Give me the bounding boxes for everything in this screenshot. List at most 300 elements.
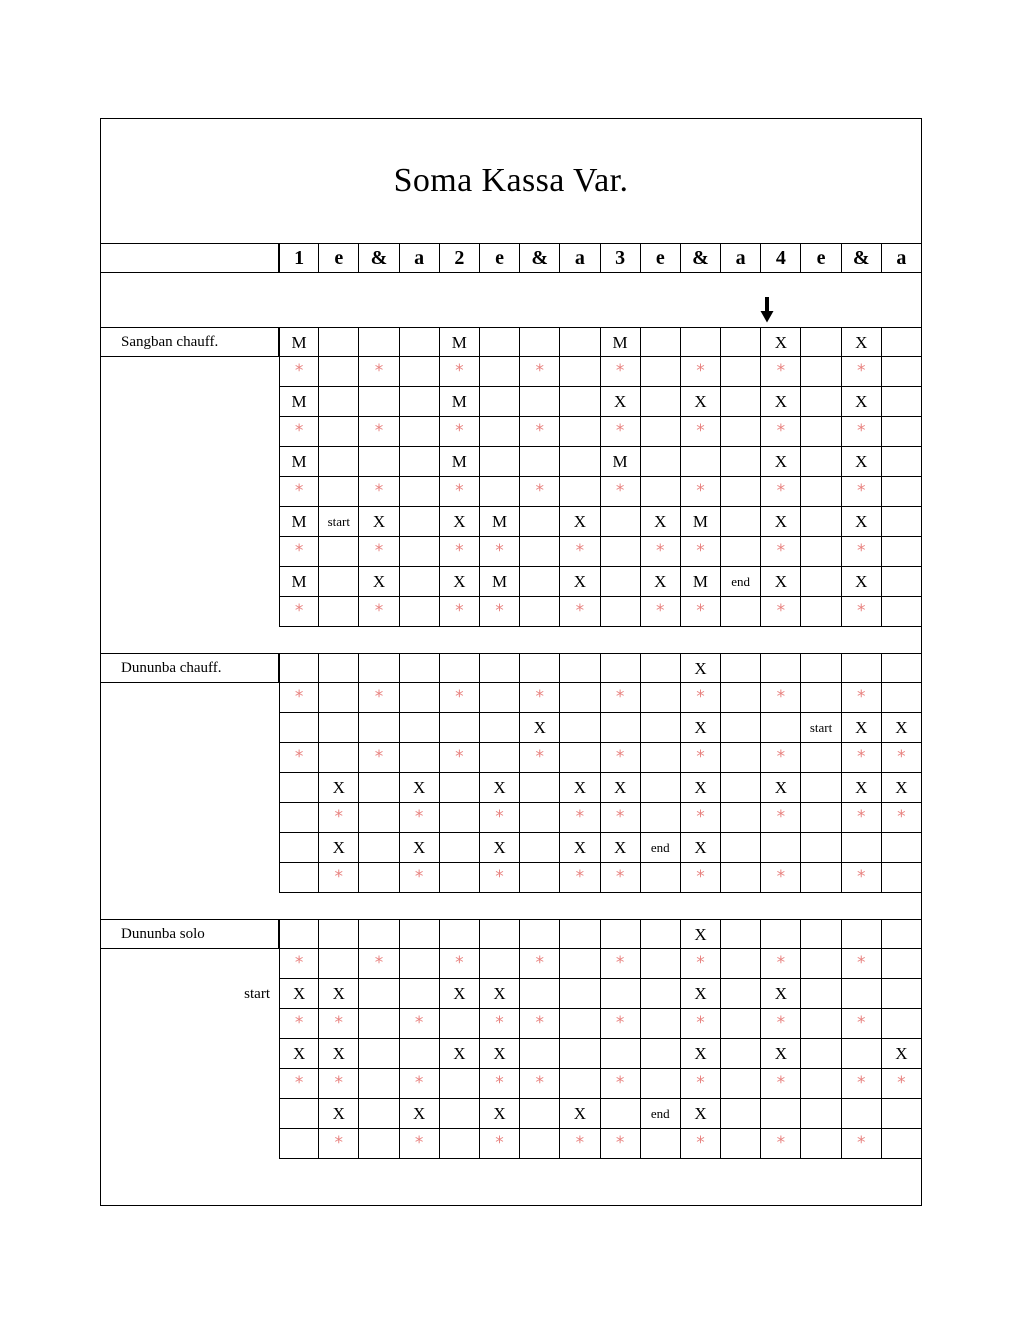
empty-cell (520, 1099, 560, 1129)
table-row (101, 387, 921, 417)
table-row (101, 537, 921, 567)
table-row (101, 683, 921, 713)
stroke-cell-x: X (681, 653, 721, 683)
table-row (101, 327, 921, 357)
count-header-cell-&: & (681, 243, 721, 273)
sections-host (101, 327, 921, 1189)
empty-cell (400, 507, 440, 537)
stroke-cell-x: X (560, 833, 600, 863)
pulse-mark-cell: * (882, 1069, 922, 1099)
empty-cell (721, 863, 761, 893)
pulse-mark-cell: * (842, 357, 882, 387)
empty-cell (801, 1129, 841, 1159)
empty-cell (279, 1129, 319, 1159)
count-header-cell-a: a (882, 243, 922, 273)
section-dununba-solo (101, 919, 921, 1159)
empty-cell (641, 713, 681, 743)
count-header-cell-3: 3 (601, 243, 641, 273)
empty-cell (801, 743, 841, 773)
pulse-mark-cell: * (842, 949, 882, 979)
section-spacer (101, 893, 921, 919)
empty-cell (641, 863, 681, 893)
pulse-mark-cell: * (359, 357, 399, 387)
empty-cell (359, 833, 399, 863)
empty-cell (761, 833, 801, 863)
pulse-mark-cell: * (480, 1129, 520, 1159)
stroke-cell-m: M (480, 507, 520, 537)
stroke-cell-x: X (520, 713, 560, 743)
stroke-cell-x: X (601, 387, 641, 417)
down-arrow-icon (760, 297, 774, 323)
pulse-mark-cell: * (359, 477, 399, 507)
pulse-mark-cell: * (681, 537, 721, 567)
stroke-cell-x: X (681, 833, 721, 863)
stroke-cell-x: X (882, 713, 922, 743)
empty-cell (359, 387, 399, 417)
pulse-mark-cell: * (279, 1069, 319, 1099)
row-label (101, 713, 279, 743)
cue-start-cell: start (319, 507, 359, 537)
pulse-mark-cell: * (440, 743, 480, 773)
pulse-mark-cell: * (400, 1009, 440, 1039)
empty-cell (520, 919, 560, 949)
count-header-cell-a: a (400, 243, 440, 273)
empty-cell (882, 919, 922, 949)
table-row (101, 1039, 921, 1069)
empty-cell (319, 683, 359, 713)
empty-cell (400, 537, 440, 567)
empty-cell (359, 773, 399, 803)
empty-cell (641, 447, 681, 477)
empty-cell (882, 537, 922, 567)
empty-cell (801, 507, 841, 537)
empty-cell (520, 327, 560, 357)
pulse-mark-cell: * (560, 1129, 600, 1159)
empty-cell (641, 979, 681, 1009)
table-row (101, 1129, 921, 1159)
empty-cell (520, 537, 560, 567)
stroke-cell-x: X (359, 507, 399, 537)
row-cells (279, 597, 922, 627)
pulse-mark-cell: * (400, 803, 440, 833)
row-label (101, 387, 279, 417)
table-row (101, 653, 921, 683)
row-label (101, 417, 279, 447)
empty-cell (842, 919, 882, 949)
empty-cell (801, 477, 841, 507)
stroke-cell-x: X (319, 773, 359, 803)
empty-cell (400, 919, 440, 949)
empty-cell (601, 919, 641, 949)
table-row (101, 919, 921, 949)
pulse-mark-cell: * (842, 803, 882, 833)
stroke-cell-x: X (279, 1039, 319, 1069)
empty-cell (882, 477, 922, 507)
empty-cell (520, 1039, 560, 1069)
stroke-cell-x: X (761, 447, 801, 477)
empty-cell (601, 653, 641, 683)
empty-cell (842, 653, 882, 683)
empty-cell (882, 327, 922, 357)
stroke-cell-x: X (842, 447, 882, 477)
pulse-mark-cell: * (400, 863, 440, 893)
pulse-mark-cell: * (681, 597, 721, 627)
pulse-mark-cell: * (480, 597, 520, 627)
pulse-mark-cell: * (560, 537, 600, 567)
empty-cell (560, 1039, 600, 1069)
row-cells (279, 447, 922, 477)
pulse-mark-cell: * (279, 417, 319, 447)
table-row (101, 447, 921, 477)
pulse-mark-cell: * (681, 683, 721, 713)
empty-cell (440, 653, 480, 683)
pulse-mark-cell: * (400, 1069, 440, 1099)
row-label (101, 949, 279, 979)
empty-cell (801, 803, 841, 833)
empty-cell (440, 773, 480, 803)
count-header-row (101, 243, 921, 273)
empty-cell (520, 833, 560, 863)
table-row (101, 1069, 921, 1099)
empty-cell (801, 979, 841, 1009)
count-header-cells (279, 243, 922, 273)
count-header-cell-4: 4 (761, 243, 801, 273)
empty-cell (480, 387, 520, 417)
pulse-mark-cell: * (601, 477, 641, 507)
row-cells (279, 477, 922, 507)
row-cells (279, 773, 922, 803)
empty-cell (641, 653, 681, 683)
row-label (101, 833, 279, 863)
empty-cell (400, 653, 440, 683)
pulse-mark-cell: * (520, 683, 560, 713)
empty-cell (359, 919, 399, 949)
row-cells (279, 713, 922, 743)
empty-cell (560, 1009, 600, 1039)
empty-cell (721, 1129, 761, 1159)
pulse-mark-cell: * (601, 1129, 641, 1159)
pulse-mark-cell: * (761, 803, 801, 833)
empty-cell (721, 1009, 761, 1039)
pulse-mark-cell: * (842, 597, 882, 627)
pulse-mark-cell: * (601, 803, 641, 833)
empty-cell (279, 803, 319, 833)
table-row (101, 597, 921, 627)
empty-cell (400, 713, 440, 743)
empty-cell (560, 477, 600, 507)
empty-cell (400, 447, 440, 477)
pulse-mark-cell: * (480, 1009, 520, 1039)
empty-cell (721, 537, 761, 567)
stroke-cell-x: X (761, 1039, 801, 1069)
empty-cell (882, 417, 922, 447)
pulse-mark-cell: * (520, 357, 560, 387)
pulse-mark-cell: * (761, 537, 801, 567)
empty-cell (721, 477, 761, 507)
pulse-mark-cell: * (480, 537, 520, 567)
pulse-mark-cell: * (520, 1009, 560, 1039)
row-label (101, 1129, 279, 1159)
pulse-mark-cell: * (761, 863, 801, 893)
empty-cell (480, 949, 520, 979)
stroke-cell-x: X (842, 387, 882, 417)
empty-cell (801, 919, 841, 949)
empty-cell (359, 1009, 399, 1039)
count-header-label (101, 243, 279, 273)
row-cells (279, 417, 922, 447)
empty-cell (882, 653, 922, 683)
empty-cell (641, 1009, 681, 1039)
empty-cell (319, 417, 359, 447)
empty-cell (359, 803, 399, 833)
empty-cell (279, 773, 319, 803)
empty-cell (801, 327, 841, 357)
empty-cell (359, 653, 399, 683)
empty-cell (560, 919, 600, 949)
row-label (101, 357, 279, 387)
stroke-cell-m: M (601, 447, 641, 477)
table-row (101, 833, 921, 863)
section-label-dununba-chauff: Dununba chauff. (101, 653, 279, 683)
pulse-mark-cell: * (319, 1069, 359, 1099)
pulse-mark-cell: * (601, 949, 641, 979)
stroke-cell-x: X (480, 1039, 520, 1069)
count-header-cell-e: e (641, 243, 681, 273)
row-cells (279, 683, 922, 713)
empty-cell (801, 597, 841, 627)
empty-cell (359, 1069, 399, 1099)
empty-cell (721, 949, 761, 979)
count-header-cell-&: & (520, 243, 560, 273)
stroke-cell-x: X (560, 567, 600, 597)
empty-cell (480, 447, 520, 477)
pulse-mark-cell: * (761, 683, 801, 713)
pulse-mark-cell: * (560, 597, 600, 627)
row-cells (279, 949, 922, 979)
empty-cell (882, 683, 922, 713)
stroke-cell-x: X (560, 507, 600, 537)
empty-cell (601, 567, 641, 597)
count-header-cell-a: a (560, 243, 600, 273)
empty-cell (721, 1039, 761, 1069)
empty-cell (601, 537, 641, 567)
empty-cell (279, 863, 319, 893)
empty-cell (801, 1069, 841, 1099)
pulse-mark-cell: * (359, 417, 399, 447)
empty-cell (560, 743, 600, 773)
pulse-mark-cell: * (520, 1069, 560, 1099)
empty-cell (319, 949, 359, 979)
row-cells (279, 1009, 922, 1039)
empty-cell (319, 357, 359, 387)
empty-cell (801, 773, 841, 803)
stroke-cell-x: X (560, 1099, 600, 1129)
empty-cell (279, 919, 319, 949)
pulse-mark-cell: * (440, 417, 480, 447)
row-cells (279, 507, 922, 537)
empty-cell (801, 387, 841, 417)
pulse-mark-cell: * (359, 949, 399, 979)
title-band (101, 119, 921, 243)
pulse-mark-cell: * (601, 863, 641, 893)
empty-cell (801, 1039, 841, 1069)
empty-cell (601, 979, 641, 1009)
pulse-mark-cell: * (480, 803, 520, 833)
pulse-mark-cell: * (440, 537, 480, 567)
empty-cell (641, 1039, 681, 1069)
stroke-cell-x: X (440, 567, 480, 597)
stroke-cell-x: X (681, 979, 721, 1009)
pulse-mark-cell: * (359, 597, 399, 627)
empty-cell (359, 327, 399, 357)
empty-cell (882, 357, 922, 387)
empty-cell (681, 327, 721, 357)
count-header-cell-e: e (480, 243, 520, 273)
empty-cell (641, 773, 681, 803)
pulse-mark-cell: * (842, 477, 882, 507)
pulse-mark-cell: * (440, 949, 480, 979)
table-row (101, 713, 921, 743)
pulse-mark-cell: * (842, 743, 882, 773)
page-title: Soma Kassa Var. (393, 162, 629, 199)
pulse-mark-cell: * (601, 743, 641, 773)
row-cells (279, 653, 922, 683)
table-row (101, 949, 921, 979)
empty-cell (882, 863, 922, 893)
empty-cell (520, 387, 560, 417)
count-header-cell-e: e (319, 243, 359, 273)
pulse-mark-cell: * (882, 743, 922, 773)
empty-cell (882, 1129, 922, 1159)
stroke-cell-x: X (641, 507, 681, 537)
stroke-cell-x: X (601, 773, 641, 803)
empty-cell (641, 949, 681, 979)
empty-cell (440, 803, 480, 833)
stroke-cell-x: X (319, 833, 359, 863)
empty-cell (560, 387, 600, 417)
section-label-sangban: Sangban chauff. (101, 327, 279, 357)
empty-cell (440, 1009, 480, 1039)
empty-cell (721, 653, 761, 683)
empty-cell (560, 327, 600, 357)
empty-cell (882, 1099, 922, 1129)
row-cells (279, 327, 922, 357)
pulse-mark-cell: * (279, 683, 319, 713)
empty-cell (560, 713, 600, 743)
empty-cell (721, 447, 761, 477)
pulse-mark-cell: * (842, 1069, 882, 1099)
table-row (101, 863, 921, 893)
pulse-mark-cell: * (761, 417, 801, 447)
pulse-mark-cell: * (761, 597, 801, 627)
stroke-cell-m: M (279, 327, 319, 357)
cue-arrow-band (101, 273, 921, 327)
empty-cell (882, 1009, 922, 1039)
row-label (101, 537, 279, 567)
pulse-mark-cell: * (440, 683, 480, 713)
empty-cell (319, 447, 359, 477)
pulse-mark-cell: * (319, 863, 359, 893)
empty-cell (801, 537, 841, 567)
empty-cell (761, 919, 801, 949)
stroke-cell-m: M (440, 387, 480, 417)
empty-cell (641, 803, 681, 833)
bottom-spacer (101, 1159, 921, 1189)
cue-start-cell: start (801, 713, 841, 743)
table-row (101, 743, 921, 773)
empty-cell (641, 387, 681, 417)
pulse-mark-cell: * (842, 683, 882, 713)
pulse-mark-cell: * (319, 1009, 359, 1039)
pulse-mark-cell: * (761, 1129, 801, 1159)
empty-cell (440, 1129, 480, 1159)
empty-cell (400, 477, 440, 507)
pulse-mark-cell: * (761, 949, 801, 979)
empty-cell (560, 949, 600, 979)
row-cells (279, 803, 922, 833)
empty-cell (279, 713, 319, 743)
pulse-mark-cell: * (560, 863, 600, 893)
empty-cell (601, 597, 641, 627)
pulse-mark-cell: * (601, 1009, 641, 1039)
pulse-mark-cell: * (641, 597, 681, 627)
empty-cell (359, 1099, 399, 1129)
empty-cell (359, 1039, 399, 1069)
stroke-cell-x: X (440, 507, 480, 537)
count-header-cell-1: 1 (279, 243, 319, 273)
pulse-mark-cell: * (601, 1069, 641, 1099)
empty-cell (279, 653, 319, 683)
empty-cell (480, 477, 520, 507)
empty-cell (801, 653, 841, 683)
pulse-mark-cell: * (842, 1129, 882, 1159)
empty-cell (400, 417, 440, 447)
stroke-cell-x: X (681, 773, 721, 803)
empty-cell (721, 773, 761, 803)
pulse-mark-cell: * (480, 863, 520, 893)
section-label-dununba-solo: Dununba solo (101, 919, 279, 949)
stroke-cell-x: X (440, 1039, 480, 1069)
empty-cell (882, 507, 922, 537)
empty-cell (601, 1039, 641, 1069)
empty-cell (721, 919, 761, 949)
pulse-mark-cell: * (681, 1129, 721, 1159)
stroke-cell-x: X (882, 773, 922, 803)
empty-cell (842, 1099, 882, 1129)
stroke-cell-x: X (681, 387, 721, 417)
empty-cell (721, 1099, 761, 1129)
empty-cell (400, 743, 440, 773)
table-row (101, 1009, 921, 1039)
pulse-mark-cell: * (681, 1069, 721, 1099)
row-label: start (244, 985, 270, 1002)
stroke-cell-x: X (400, 1099, 440, 1129)
empty-cell (520, 507, 560, 537)
row-label (101, 1039, 279, 1069)
pulse-mark-cell: * (681, 1009, 721, 1039)
stroke-cell-m: M (440, 447, 480, 477)
empty-cell (480, 653, 520, 683)
count-header-cell-2: 2 (440, 243, 480, 273)
empty-cell (440, 1069, 480, 1099)
pulse-mark-cell: * (681, 743, 721, 773)
pulse-mark-cell: * (359, 683, 399, 713)
empty-cell (520, 773, 560, 803)
pulse-mark-cell: * (279, 743, 319, 773)
empty-cell (641, 683, 681, 713)
pulse-mark-cell: * (681, 417, 721, 447)
empty-cell (400, 949, 440, 979)
